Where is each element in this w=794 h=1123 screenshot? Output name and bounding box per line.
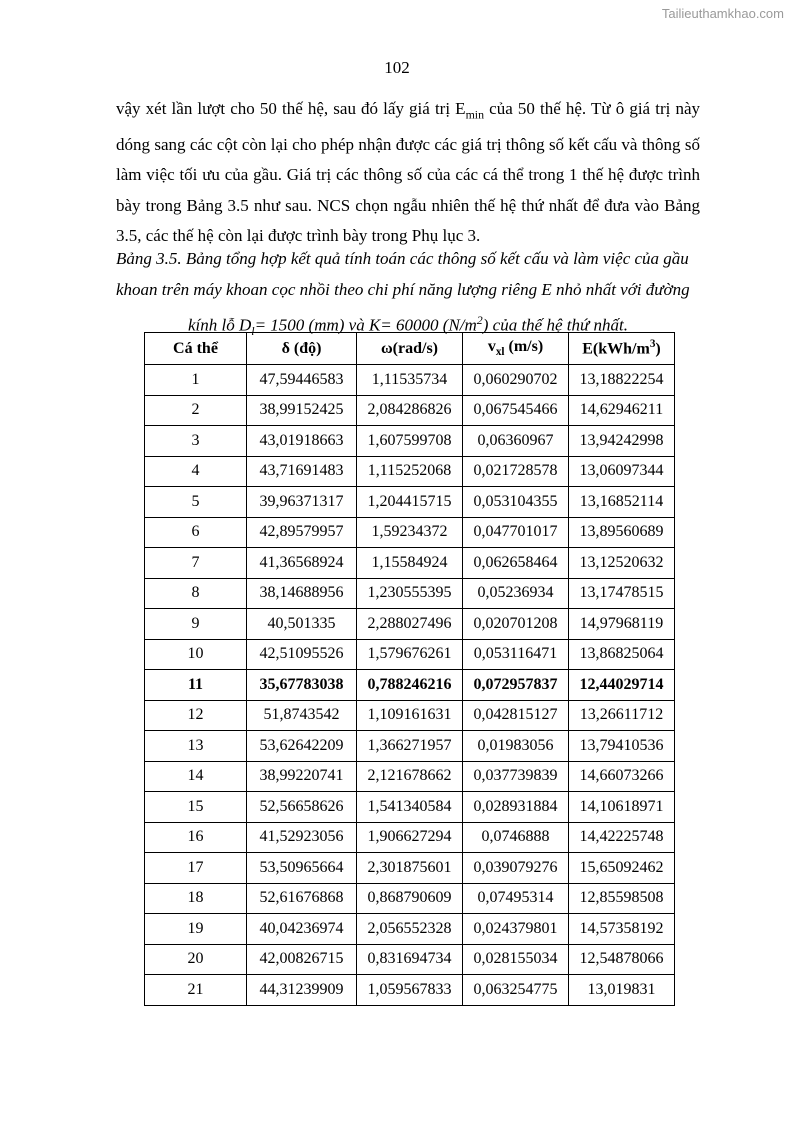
cell-delta: 53,62642209 [247, 731, 357, 762]
cell-velocity: 0,067545466 [463, 395, 569, 426]
cell-energy: 13,79410536 [569, 731, 675, 762]
table-row [145, 883, 675, 914]
paragraph-text-start: vậy xét lần lượt cho 50 thế hệ, sau đó lấy giá trị E [116, 99, 466, 118]
caption-line-3-b: = 1500 (mm) và K= 60000 (N/m [254, 315, 477, 335]
cell-omega: 1,579676261 [357, 639, 463, 670]
header-individual: Cá thể [145, 333, 247, 365]
cell-energy: 15,65092462 [569, 853, 675, 884]
table-row [145, 944, 675, 975]
header-energy-main: E(kWh/m [582, 340, 650, 358]
cell-energy: 14,10618971 [569, 792, 675, 823]
cell-individual: 11 [145, 670, 247, 701]
table-row [145, 578, 675, 609]
cell-individual: 5 [145, 487, 247, 518]
header-delta: δ (độ) [247, 333, 357, 365]
cell-velocity: 0,021728578 [463, 456, 569, 487]
cell-individual: 17 [145, 853, 247, 884]
cell-velocity: 0,060290702 [463, 365, 569, 396]
cell-energy: 13,26611712 [569, 700, 675, 731]
table-row [145, 792, 675, 823]
cell-omega: 1,15584924 [357, 548, 463, 579]
cell-velocity: 0,028155034 [463, 944, 569, 975]
cell-omega: 2,288027496 [357, 609, 463, 640]
watermark: Tailieuthamkhao.com [661, 6, 784, 21]
cell-omega: 1,541340584 [357, 792, 463, 823]
cell-omega: 0,788246216 [357, 670, 463, 701]
table-row [145, 517, 675, 548]
results-table [144, 332, 675, 1006]
cell-energy: 13,019831 [569, 975, 675, 1006]
cell-individual: 10 [145, 639, 247, 670]
table-row [145, 609, 675, 640]
header-velocity-sub: xl [495, 346, 505, 359]
table-row [145, 670, 675, 701]
cell-individual: 18 [145, 883, 247, 914]
cell-individual: 21 [145, 975, 247, 1006]
cell-energy: 13,86825064 [569, 639, 675, 670]
cell-omega: 2,301875601 [357, 853, 463, 884]
header-omega: ω(rad/s) [357, 333, 463, 365]
caption-line-3-sub: l [251, 324, 255, 339]
cell-delta: 41,36568924 [247, 548, 357, 579]
cell-omega: 1,115252068 [357, 456, 463, 487]
cell-omega: 1,204415715 [357, 487, 463, 518]
header-energy-sup: 3 [649, 338, 656, 351]
cell-delta: 42,89579957 [247, 517, 357, 548]
cell-energy: 12,85598508 [569, 883, 675, 914]
table-header-row [145, 333, 675, 365]
cell-delta: 35,67783038 [247, 670, 357, 701]
table-row [145, 639, 675, 670]
cell-energy: 13,06097344 [569, 456, 675, 487]
table-row [145, 853, 675, 884]
table-row [145, 456, 675, 487]
cell-omega: 1,109161631 [357, 700, 463, 731]
cell-delta: 38,99152425 [247, 395, 357, 426]
cell-individual: 7 [145, 548, 247, 579]
cell-individual: 8 [145, 578, 247, 609]
cell-delta: 41,52923056 [247, 822, 357, 853]
cell-energy: 14,97968119 [569, 609, 675, 640]
cell-delta: 38,14688956 [247, 578, 357, 609]
header-velocity-main: v [487, 338, 496, 356]
cell-omega: 2,121678662 [357, 761, 463, 792]
cell-individual: 14 [145, 761, 247, 792]
table-row [145, 548, 675, 579]
table-row [145, 365, 675, 396]
caption-line-3-c: ) của thế hệ thứ nhất. [482, 315, 628, 335]
body-paragraph [116, 94, 700, 252]
cell-delta: 47,59446583 [247, 365, 357, 396]
cell-velocity: 0,06360967 [463, 426, 569, 457]
cell-individual: 1 [145, 365, 247, 396]
cell-velocity: 0,037739839 [463, 761, 569, 792]
cell-delta: 42,51095526 [247, 639, 357, 670]
cell-energy: 13,17478515 [569, 578, 675, 609]
table-row [145, 395, 675, 426]
cell-energy: 14,57358192 [569, 914, 675, 945]
caption-line-1: Bảng 3.5. Bảng tổng hợp kết quả tính toán các thông số kết cấu và làm việc của gầu [116, 249, 689, 268]
cell-energy: 13,94242998 [569, 426, 675, 457]
cell-velocity: 0,039079276 [463, 853, 569, 884]
cell-omega: 1,906627294 [357, 822, 463, 853]
cell-velocity: 0,053104355 [463, 487, 569, 518]
cell-omega: 0,831694734 [357, 944, 463, 975]
cell-velocity: 0,062658464 [463, 548, 569, 579]
table-row [145, 822, 675, 853]
caption-line-3-a: kính lỗ D [187, 315, 252, 335]
cell-velocity: 0,05236934 [463, 578, 569, 609]
cell-velocity: 0,042815127 [463, 700, 569, 731]
cell-velocity: 0,07495314 [463, 883, 569, 914]
cell-energy: 14,62946211 [569, 395, 675, 426]
cell-individual: 4 [145, 456, 247, 487]
cell-delta: 40,501335 [247, 609, 357, 640]
cell-omega: 1,11535734 [357, 365, 463, 396]
cell-individual: 9 [145, 609, 247, 640]
cell-omega: 1,607599708 [357, 426, 463, 457]
table-row [145, 426, 675, 457]
cell-energy: 13,89560689 [569, 517, 675, 548]
cell-delta: 43,01918663 [247, 426, 357, 457]
cell-velocity: 0,047701017 [463, 517, 569, 548]
cell-velocity: 0,072957837 [463, 670, 569, 701]
page-number: 102 [384, 58, 410, 77]
table-row [145, 731, 675, 762]
paragraph-subscript: min [465, 107, 485, 122]
header-velocity-unit: (m/s) [504, 338, 544, 356]
caption-line-2: khoan trên máy khoan cọc nhồi theo chi phí năng lượng riêng E nhỏ nhất với đường [116, 279, 690, 299]
cell-individual: 16 [145, 822, 247, 853]
cell-delta: 39,96371317 [247, 487, 357, 518]
table-row [145, 761, 675, 792]
cell-omega: 1,366271957 [357, 731, 463, 762]
cell-velocity: 0,024379801 [463, 914, 569, 945]
cell-delta: 42,00826715 [247, 944, 357, 975]
cell-velocity: 0,0746888 [463, 822, 569, 853]
cell-omega: 2,084286826 [357, 395, 463, 426]
header-velocity [463, 333, 569, 365]
cell-omega: 1,059567833 [357, 975, 463, 1006]
cell-energy: 13,16852114 [569, 487, 675, 518]
cell-delta: 38,99220741 [247, 761, 357, 792]
cell-delta: 44,31239909 [247, 975, 357, 1006]
cell-individual: 13 [145, 731, 247, 762]
header-energy [569, 333, 675, 365]
table-body [145, 365, 675, 1006]
cell-individual: 15 [145, 792, 247, 823]
cell-individual: 2 [145, 395, 247, 426]
cell-omega: 0,868790609 [357, 883, 463, 914]
cell-individual: 12 [145, 700, 247, 731]
table-row [145, 700, 675, 731]
table-row [145, 487, 675, 518]
cell-omega: 1,59234372 [357, 517, 463, 548]
cell-individual: 3 [145, 426, 247, 457]
cell-energy: 14,66073266 [569, 761, 675, 792]
cell-energy: 12,44029714 [569, 670, 675, 701]
cell-delta: 40,04236974 [247, 914, 357, 945]
cell-individual: 20 [145, 944, 247, 975]
table-row [145, 914, 675, 945]
cell-energy: 13,12520632 [569, 548, 675, 579]
cell-omega: 1,230555395 [357, 578, 463, 609]
cell-velocity: 0,020701208 [463, 609, 569, 640]
header-energy-tail: ) [655, 340, 661, 358]
table-row [145, 975, 675, 1006]
cell-velocity: 0,053116471 [463, 639, 569, 670]
cell-velocity: 0,01983056 [463, 731, 569, 762]
caption-line-3-sup: 2 [476, 313, 483, 327]
cell-delta: 43,71691483 [247, 456, 357, 487]
cell-energy: 13,18822254 [569, 365, 675, 396]
cell-energy: 12,54878066 [569, 944, 675, 975]
cell-energy: 14,42225748 [569, 822, 675, 853]
cell-velocity: 0,063254775 [463, 975, 569, 1006]
cell-delta: 51,8743542 [247, 700, 357, 731]
cell-delta: 52,61676868 [247, 883, 357, 914]
paragraph-text-end: của 50 thế hệ. Từ ô giá trị này dóng sang các cột còn lại cho phép nhận được các giá trị thông số kết cấu và thông số làm việc tối ưu của gầu. Giá trị các thông số của các cá thể trong 1 thế hệ được trình bày trong Bảng 3.5 như sau. NCS chọn ngẫu nhiên thế hệ thứ nhất để đưa vào Bảng 3.5, các thế hệ còn lại được trình bày trong Phụ lục 3. [116, 99, 700, 246]
cell-delta: 53,50965664 [247, 853, 357, 884]
cell-individual: 19 [145, 914, 247, 945]
cell-omega: 2,056552328 [357, 914, 463, 945]
cell-velocity: 0,028931884 [463, 792, 569, 823]
cell-individual: 6 [145, 517, 247, 548]
cell-delta: 52,56658626 [247, 792, 357, 823]
